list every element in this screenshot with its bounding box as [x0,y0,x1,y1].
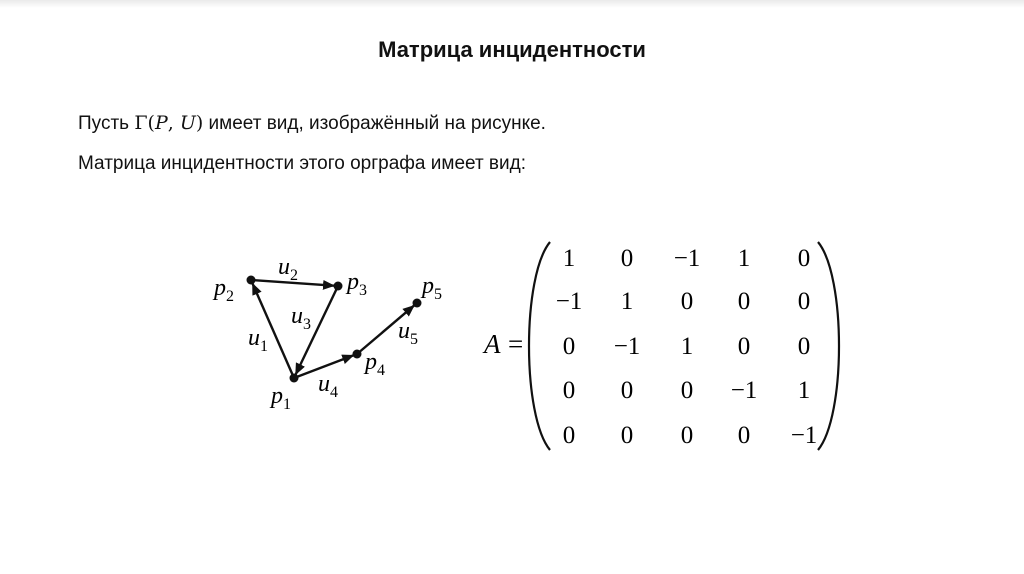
matrix-cell: 0 [620,377,634,404]
formula-comma: , [167,112,180,134]
formula-close-paren: ) [195,112,204,134]
formula-open-paren: ( [147,112,155,134]
matrix-right-paren [818,242,839,450]
matrix-cell: −1 [730,377,758,404]
graph-svg [205,245,455,415]
matrix-cell: 0 [562,333,576,360]
matrix-cell: 0 [737,288,751,315]
matrix-cell: 0 [680,422,694,449]
matrix-cell: 0 [620,422,634,449]
text-suffix: имеет вид, изображённый на рисунке. [203,113,546,134]
matrix-cell: 1 [620,288,634,315]
edge-label-u4: $u_4$ [318,371,338,401]
text-prefix: Пусть [78,113,135,134]
matrix-cell: 0 [620,245,634,272]
matrix-cell: −1 [790,422,818,449]
matrix-cell: 0 [680,288,694,315]
matrix-cell: −1 [673,245,701,272]
matrix-svg [482,236,842,456]
matrix-equals-sign: = [508,329,524,359]
matrix-cell: 0 [797,288,811,315]
vertex-label-p4: $p_4$ [365,349,385,379]
matrix-name: A [484,329,501,359]
matrix-cell: 1 [797,377,811,404]
incidence-matrix-figure [482,236,842,461]
matrix-cell: −1 [555,288,583,315]
matrix-cell: 0 [737,422,751,449]
matrix-cell: 0 [680,377,694,404]
edge-label-u2: $u_2$ [278,254,298,284]
graph-definition-text [78,112,546,135]
formula-p: P [154,112,168,134]
matrix-intro-text: Матрица инцидентности этого орграфа имеет вид: [78,153,527,174]
matrix-cell: 0 [562,422,576,449]
matrix-cell: 1 [680,333,694,360]
vertex-p4 [353,350,362,359]
matrix-cells [556,245,818,449]
graph-edges [251,280,414,378]
edge-label-u1: $u_1$ [248,325,268,355]
vertex-p1 [290,374,299,383]
edge-label-u5: $u_5$ [398,318,418,348]
matrix-cell: 0 [562,377,576,404]
matrix-cell: −1 [613,333,641,360]
matrix-cell: 0 [797,333,811,360]
formula-u: U [179,112,196,134]
gamma-symbol: Γ [134,112,148,134]
directed-graph-figure [205,245,455,420]
slide-top-band [0,0,1024,8]
vertex-p5 [413,299,422,308]
slide-title: Матрица инцидентности [378,37,646,62]
matrix-cell: 0 [797,245,811,272]
vertex-p2 [247,276,256,285]
matrix-cell: 1 [737,245,751,272]
vertex-p3 [334,282,343,291]
matrix-left-paren [529,242,550,450]
matrix-cell: 0 [737,333,751,360]
vertex-label-p3: $p_3$ [347,269,367,299]
vertex-label-p2: $p_2$ [214,275,234,305]
edge-label-u3: $u_3$ [291,303,311,333]
matrix-cell: 1 [562,245,576,272]
graph-labels [212,254,442,413]
vertex-label-p1: $p_1$ [271,383,291,413]
vertex-label-p5: $p_5$ [422,273,442,303]
graph-formula [134,112,203,134]
